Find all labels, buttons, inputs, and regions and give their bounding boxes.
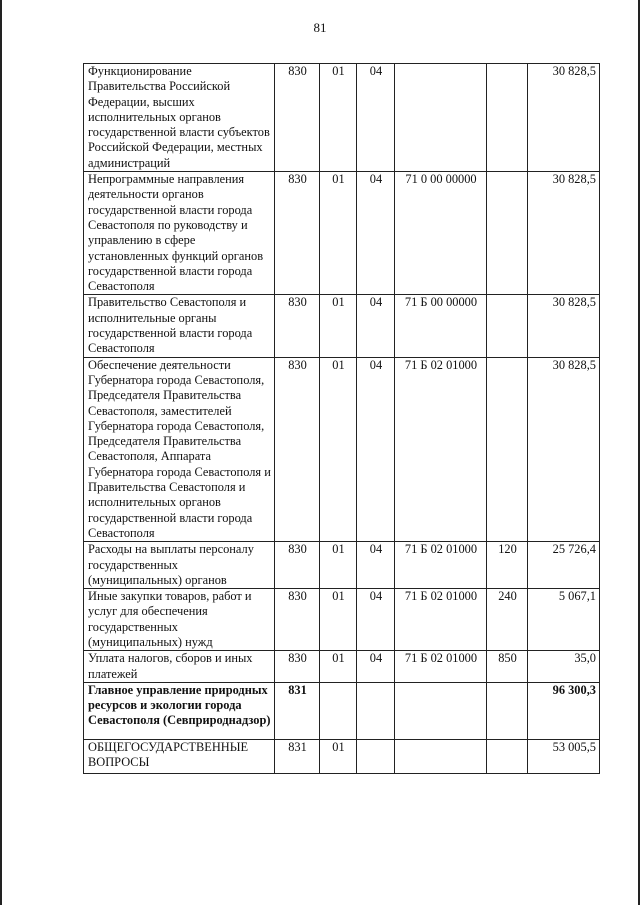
- row-sum-cell: 30 828,5: [528, 357, 600, 542]
- row-sum-cell: 5 067,1: [528, 589, 600, 651]
- row-vr-cell: 240: [487, 589, 528, 651]
- row-vr-cell: [487, 682, 528, 739]
- table-row: [84, 739, 600, 774]
- row-rz-cell: 01: [320, 357, 357, 542]
- row-csr-cell: 71 Б 00 00000: [395, 295, 487, 357]
- row-name-cell: Функционирование Правительства Российской Федерации, высших исполнительных органов государственной власти субъектов Российской Федерации, местных администраций: [84, 64, 275, 172]
- row-vr-cell: 850: [487, 651, 528, 683]
- row-ved-cell: 830: [275, 172, 320, 295]
- row-rz-cell: 01: [320, 651, 357, 683]
- row-sum-cell: 30 828,5: [528, 64, 600, 172]
- row-name-cell: Непрограммные направления деятельности органов государственной власти города Севастополя по руководству и управлению в сфере установленных функций органов государственной власти города Севастополя: [84, 172, 275, 295]
- row-rz-cell: 01: [320, 295, 357, 357]
- row-sum-cell: 35,0: [528, 651, 600, 683]
- row-vr-cell: 120: [487, 542, 528, 589]
- row-ved-cell: 831: [275, 682, 320, 739]
- table-row: [84, 589, 600, 651]
- row-rz-cell: [320, 682, 357, 739]
- table-row: [84, 64, 600, 172]
- row-ved-cell: 830: [275, 651, 320, 683]
- table-row: [84, 682, 600, 739]
- row-ved-cell: 830: [275, 589, 320, 651]
- row-pr-cell: [357, 682, 395, 739]
- row-name-cell: Главное управление природных ресурсов и экологии города Севастополя (Севприроднадзор): [84, 682, 275, 739]
- table-row: [84, 651, 600, 683]
- row-sum-cell: 96 300,3: [528, 682, 600, 739]
- row-pr-cell: [357, 739, 395, 774]
- budget-table: [83, 63, 600, 774]
- row-ved-cell: 830: [275, 64, 320, 172]
- row-csr-cell: 71 Б 02 01000: [395, 589, 487, 651]
- row-pr-cell: 04: [357, 542, 395, 589]
- row-sum-cell: 30 828,5: [528, 295, 600, 357]
- row-ved-cell: 830: [275, 542, 320, 589]
- row-name-cell: Правительство Севастополя и исполнительные органы государственной власти города Севастополя: [84, 295, 275, 357]
- row-csr-cell: 71 Б 02 01000: [395, 542, 487, 589]
- row-sum-cell: 30 828,5: [528, 172, 600, 295]
- page-number: 81: [313, 20, 327, 35]
- row-sum-cell: 25 726,4: [528, 542, 600, 589]
- scan-border-left: [0, 0, 2, 905]
- row-csr-cell: 71 0 00 00000: [395, 172, 487, 295]
- row-name-cell: ОБЩЕГОСУДАРСТВЕННЫЕ ВОПРОСЫ: [84, 739, 275, 774]
- row-name-cell: Расходы на выплаты персоналу государственных (муниципальных) органов: [84, 542, 275, 589]
- row-pr-cell: 04: [357, 651, 395, 683]
- row-ved-cell: 831: [275, 739, 320, 774]
- row-vr-cell: [487, 295, 528, 357]
- row-pr-cell: 04: [357, 172, 395, 295]
- row-vr-cell: [487, 739, 528, 774]
- table-row: [84, 542, 600, 589]
- table-row: [84, 295, 600, 357]
- row-rz-cell: 01: [320, 589, 357, 651]
- row-pr-cell: 04: [357, 589, 395, 651]
- table-row: [84, 172, 600, 295]
- row-csr-cell: [395, 64, 487, 172]
- row-sum-cell: 53 005,5: [528, 739, 600, 774]
- row-rz-cell: 01: [320, 739, 357, 774]
- row-csr-cell: [395, 682, 487, 739]
- row-ved-cell: 830: [275, 357, 320, 542]
- row-csr-cell: 71 Б 02 01000: [395, 357, 487, 542]
- row-csr-cell: [395, 739, 487, 774]
- row-vr-cell: [487, 172, 528, 295]
- row-rz-cell: 01: [320, 172, 357, 295]
- row-name-cell: Иные закупки товаров, работ и услуг для обеспечения государственных (муниципальных) нужд: [84, 589, 275, 651]
- row-pr-cell: 04: [357, 357, 395, 542]
- row-pr-cell: 04: [357, 295, 395, 357]
- row-rz-cell: 01: [320, 64, 357, 172]
- budget-table-body: [84, 64, 600, 774]
- row-name-cell: Обеспечение деятельности Губернатора города Севастополя, Председателя Правительства Севастополя, заместителей Губернатора города Севастополя, Председателя Правительства Севастополя, Аппарата Губернатора города Севастополя и Правительства Севастополя и исполнительных органов государственной власти города Севастополя: [84, 357, 275, 542]
- row-ved-cell: 830: [275, 295, 320, 357]
- row-vr-cell: [487, 357, 528, 542]
- row-rz-cell: 01: [320, 542, 357, 589]
- table-row: [84, 357, 600, 542]
- row-vr-cell: [487, 64, 528, 172]
- row-csr-cell: 71 Б 02 01000: [395, 651, 487, 683]
- row-pr-cell: 04: [357, 64, 395, 172]
- row-name-cell: Уплата налогов, сборов и иных платежей: [84, 651, 275, 683]
